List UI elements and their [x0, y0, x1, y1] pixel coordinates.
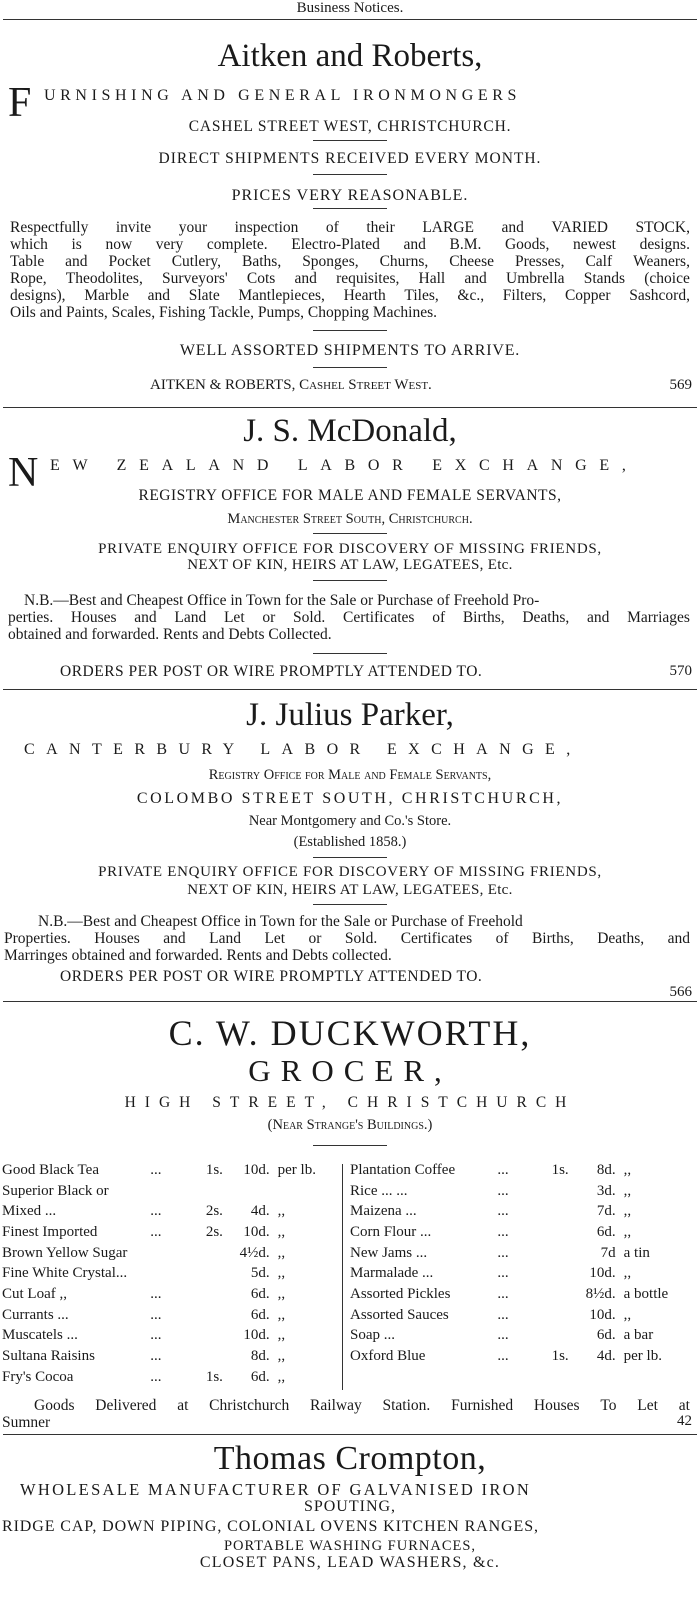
price-row: [2, 1367, 338, 1388]
price-item-unit: ,,: [623, 1161, 632, 1178]
ad2-number: 570: [669, 663, 692, 679]
price-item-pence: 6d.: [596, 1327, 616, 1344]
ad2-line2: Manchester Street South, Christchurch.: [227, 511, 473, 527]
ad2-dropcap: N: [8, 450, 39, 496]
price-item-shillings: 2s.: [205, 1203, 223, 1220]
ad5-line4: PORTABLE WASHING FURNACES,: [223, 1538, 477, 1554]
price-item-unit: ,,: [277, 1348, 286, 1365]
ad1-line1: DIRECT SHIPMENTS RECEIVED EVERY MONTH.: [158, 150, 542, 167]
ad3-subtitle: [24, 741, 696, 759]
price-item-unit: ,,: [277, 1223, 286, 1240]
ad2-body-line: obtained and forwarded. Rents and Debts Collected.: [8, 626, 332, 643]
ad3-body: [4, 913, 690, 964]
price-item-dots: ...: [497, 1244, 509, 1261]
price-table-right: [350, 1160, 695, 1388]
ad1-body-line: designs), Marble and Slate Mantlepieces, Hearth Tiles, &c., Filters, Copper Sashcord,: [10, 287, 690, 304]
price-row: [350, 1367, 695, 1388]
ad4-address: HIGH STREET, CHRISTCHURCH: [124, 1094, 576, 1111]
price-item-pence: 4½d.: [239, 1244, 270, 1261]
ad1-title: Aitken and Roberts,: [217, 38, 483, 74]
price-item-shillings: [188, 1263, 223, 1284]
column-divider: [342, 1164, 343, 1390]
price-item-name: Brown Yellow Sugar: [2, 1244, 128, 1261]
price-row: [2, 1160, 338, 1181]
ad5-line5: CLOSET PANS, LEAD WASHERS, &c.: [199, 1554, 501, 1571]
price-item-shillings: [536, 1367, 569, 1388]
ad3-short-rule-1: [313, 857, 387, 858]
price-item-pence: 6d.: [250, 1306, 270, 1323]
ad1-body: [10, 219, 690, 321]
ad3-line6: NEXT OF KIN, HEIRS AT LAW, LEGATEES, Etc.: [187, 882, 513, 898]
ad1-short-rule-1: [313, 140, 387, 141]
ad2-title: J. S. McDonald,: [243, 413, 457, 449]
price-item-dots: ...: [497, 1306, 509, 1323]
price-row: [350, 1305, 695, 1326]
price-item-unit: ,,: [277, 1203, 286, 1220]
price-item-pence: 6d.: [250, 1368, 270, 1385]
price-item-pence: 10d.: [243, 1161, 270, 1178]
price-item-dots: ...: [150, 1161, 162, 1178]
price-item-pence: [223, 1181, 270, 1202]
ad3-title: J. Julius Parker,: [246, 697, 454, 733]
price-item-unit: ,,: [277, 1327, 286, 1344]
ad2-subtitle-text: EW ZEALAND LABOR EXCHANGE,: [50, 457, 639, 474]
price-item-unit: a tin: [623, 1244, 650, 1261]
price-item-pence: 5d.: [250, 1265, 270, 1282]
price-item-name: Plantation Coffee: [350, 1161, 456, 1178]
ad-divider: [3, 689, 697, 690]
price-item-dots: [497, 1367, 535, 1388]
price-item-name: Currants ...: [2, 1306, 69, 1323]
price-row: [350, 1160, 695, 1181]
ad5-line1: WHOLESALE MANUFACTURER OF GALVANISED IRON: [20, 1480, 532, 1499]
price-item-pence: 10d.: [243, 1223, 270, 1240]
price-item-dots: ...: [150, 1348, 162, 1365]
price-item-unit: ,,: [277, 1306, 286, 1323]
ad4-title: C. W. DUCKWORTH,: [168, 1013, 532, 1053]
price-item-dots: ...: [497, 1348, 509, 1365]
ad3-number: 566: [669, 984, 692, 1000]
price-item-unit: ,,: [277, 1285, 286, 1302]
ad-divider: [3, 1001, 697, 1002]
ad-divider: [3, 407, 697, 408]
price-item-pence: 8d.: [596, 1161, 616, 1178]
ad4-footer: [2, 1397, 690, 1431]
ad2-body-line: N.B.—Best and Cheapest Office in Town for the Sale or Purchase of Freehold Pro-: [24, 592, 540, 609]
ad3-line1: Registry Office for Male and Female Servants,: [208, 767, 492, 783]
ad3-line4: (Established 1858.): [293, 834, 407, 850]
price-item-shillings: 1s.: [205, 1368, 223, 1385]
price-item-pence: 10d.: [243, 1327, 270, 1344]
price-item-dots: ...: [150, 1306, 162, 1323]
price-row: [2, 1243, 338, 1264]
price-item-shillings: [188, 1326, 223, 1347]
price-item-name: Finest Imported: [2, 1223, 98, 1240]
price-item-shillings: 1s.: [551, 1348, 569, 1365]
ad3-short-rule-2: [313, 904, 387, 905]
price-item-unit: ,,: [277, 1265, 286, 1282]
price-item-dots: [150, 1243, 188, 1264]
price-item-dots: ...: [150, 1368, 162, 1385]
price-item-name: Good Black Tea: [2, 1161, 99, 1178]
ad5-title: Thomas Crompton,: [213, 1440, 487, 1477]
price-item-unit: ,,: [623, 1306, 632, 1323]
header-rule: [3, 19, 697, 20]
price-row: [350, 1346, 695, 1367]
ad1-signoff-name: AITKEN & ROBERTS,: [150, 377, 296, 393]
ad1-body-line: Rope, Theodolites, Surveyors' Cots and requisites, Hall and Umbrella Stands (choice: [10, 270, 690, 287]
price-item-pence: 8½d.: [585, 1285, 616, 1302]
price-row: [350, 1284, 695, 1305]
price-item-name: Cut Loaf ,,: [2, 1285, 67, 1302]
price-item-unit: a bar: [623, 1327, 654, 1344]
price-row: [2, 1284, 338, 1305]
price-item-dots: ...: [497, 1265, 509, 1282]
price-table-left: [2, 1160, 338, 1388]
price-item-name: New Jams ...: [350, 1244, 428, 1261]
price-item-name: Mixed ...: [2, 1203, 57, 1220]
ad2-body-line: perties. Houses and Land Let or Sold. Certificates of Births, Deaths, and Marriages: [8, 609, 690, 626]
price-item-pence: 7d.: [596, 1203, 616, 1220]
price-item-dots: ...: [150, 1223, 162, 1240]
ad1-dropcap: F: [8, 80, 32, 126]
ad4-number: 42: [677, 1413, 692, 1429]
ad2-line4: NEXT OF KIN, HEIRS AT LAW, LEGATEES, Etc.: [187, 557, 513, 573]
price-item-dots: ...: [497, 1182, 509, 1199]
price-item-pence: 3d.: [596, 1182, 616, 1199]
price-row: [2, 1263, 338, 1284]
ad-divider: [3, 1434, 697, 1435]
price-item-dots: ...: [150, 1327, 162, 1344]
price-item-pence: 10d.: [589, 1265, 616, 1282]
price-item-shillings: [536, 1263, 569, 1284]
price-item-name: Muscatels ...: [2, 1327, 78, 1344]
ad1-line2: PRICES VERY REASONABLE.: [231, 187, 469, 204]
ad4-near: (Near Strange's Buildings.): [267, 1117, 433, 1133]
price-item-name: Assorted Pickles: [350, 1285, 451, 1302]
price-item-dots: ...: [497, 1327, 509, 1344]
ad1-body-line: Respectfully invite your inspection of their LARGE and VARIED STOCK,: [10, 219, 690, 236]
price-item-unit: [270, 1181, 338, 1202]
price-item-name: Fine White Crystal...: [2, 1265, 128, 1282]
price-item-shillings: [536, 1326, 569, 1347]
ad2-footer: ORDERS PER POST OR WIRE PROMPTLY ATTENDED TO.: [60, 663, 483, 680]
ad3-footer: ORDERS PER POST OR WIRE PROMPTLY ATTENDED TO.: [60, 968, 483, 985]
price-item-dots: [150, 1263, 188, 1284]
price-item-shillings: [188, 1346, 223, 1367]
ad1-body-line: Table and Pocket Cutlery, Baths, Sponges, Churns, Cheese Presses, Calf Weaners,: [10, 253, 690, 270]
price-item-pence: 6d.: [250, 1285, 270, 1302]
price-item-shillings: [536, 1201, 569, 1222]
price-row: [2, 1346, 338, 1367]
price-row: [350, 1263, 695, 1284]
price-item-name: Rice ... ...: [350, 1182, 408, 1199]
page-header: Business Notices.: [296, 0, 404, 16]
ad1-short-rule-2: [313, 174, 387, 175]
price-item-pence: [569, 1367, 616, 1388]
price-item-shillings: [188, 1305, 223, 1326]
price-item-name: Marmalade ...: [350, 1265, 434, 1282]
ad3-subtitle-text: CANTERBURY LABOR EXCHANGE,: [24, 741, 582, 758]
price-row: [350, 1326, 695, 1347]
price-item-unit: per lb.: [277, 1161, 316, 1178]
ad3-body-line: Marringes obtained and forwarded. Rents and Debts collected.: [4, 947, 392, 964]
price-item-shillings: [536, 1222, 569, 1243]
ad3-line2: COLOMBO STREET SOUTH, CHRISTCHURCH,: [136, 790, 564, 807]
ad1-body-line: which is now very complete. Electro-Plated and B.M. Goods, newest designs.: [10, 236, 690, 253]
price-item-name: Oxford Blue: [350, 1348, 426, 1365]
ad4-subtitle: GROCER,: [248, 1053, 452, 1088]
price-item-name: Corn Flour ...: [350, 1223, 432, 1240]
ad2-short-rule-1: [313, 533, 387, 534]
ad5-line3: RIDGE CAP, DOWN PIPING, COLONIAL OVENS KITCHEN RANGES,: [2, 1518, 539, 1535]
price-item-unit: ,,: [623, 1265, 632, 1282]
price-item-dots: ...: [497, 1223, 509, 1240]
price-item-unit: ,,: [277, 1368, 286, 1385]
ad3-body-line: Properties. Houses and Land Let or Sold. Certificates of Births, Deaths, and: [4, 930, 690, 947]
price-item-shillings: [188, 1181, 223, 1202]
ad3-line5: PRIVATE ENQUIRY OFFICE FOR DISCOVERY OF MISSING FRIENDS,: [98, 864, 602, 880]
price-list-right: [350, 1160, 695, 1388]
price-item-name: Maizena ...: [350, 1203, 417, 1220]
price-item-unit: per lb.: [623, 1348, 662, 1365]
ad2-body: [8, 592, 690, 643]
ad2-short-rule-3: [313, 653, 387, 654]
price-item-unit: ,,: [277, 1244, 286, 1261]
price-row: [2, 1181, 338, 1202]
ad1-number: 569: [669, 377, 692, 393]
price-item-name: [350, 1367, 497, 1388]
ad3-line3: Near Montgomery and Co.'s Store.: [248, 813, 452, 829]
price-item-shillings: [188, 1284, 223, 1305]
price-item-pence: 8d.: [250, 1348, 270, 1365]
price-item-shillings: [536, 1305, 569, 1326]
price-item-dots: ...: [497, 1285, 509, 1302]
price-row: [350, 1201, 695, 1222]
price-item-name: Assorted Sauces: [350, 1306, 449, 1323]
price-item-dots: [150, 1181, 188, 1202]
price-item-shillings: [536, 1181, 569, 1202]
price-row: [2, 1326, 338, 1347]
price-row: [2, 1201, 338, 1222]
price-item-shillings: [188, 1243, 223, 1264]
ad2-line1: REGISTRY OFFICE FOR MALE AND FEMALE SERVANTS,: [138, 487, 562, 504]
ad1-short-rule-5: [313, 367, 387, 368]
ad4-short-rule: [313, 1145, 387, 1146]
price-item-dots: ...: [150, 1203, 162, 1220]
ad1-address: CASHEL STREET WEST, CHRISTCHURCH.: [188, 118, 512, 135]
price-item-unit: a bottle: [623, 1285, 669, 1302]
price-row: [350, 1222, 695, 1243]
ad1-signoff-addr: Cashel Street West.: [299, 377, 432, 393]
ad3-body-line: N.B.—Best and Cheapest Office in Town for the Sale or Purchase of Freehold: [38, 913, 523, 930]
price-row: [350, 1181, 695, 1202]
price-item-name: Soap ...: [350, 1327, 395, 1344]
price-item-pence: 10d.: [589, 1306, 616, 1323]
ad1-signoff: [150, 377, 432, 394]
price-item-shillings: [536, 1284, 569, 1305]
price-item-unit: [616, 1367, 695, 1388]
ad1-subtitle: URNISHING AND GENERAL IRONMONGERS: [44, 87, 521, 104]
price-item-unit: ,,: [623, 1182, 632, 1199]
ad1-short-rule-4: [313, 330, 387, 331]
ad1-line3: WELL ASSORTED SHIPMENTS TO ARRIVE.: [179, 342, 521, 359]
price-item-dots: ...: [150, 1285, 162, 1302]
price-item-shillings: 1s.: [551, 1161, 569, 1178]
price-item-dots: ...: [497, 1161, 509, 1178]
ad4-footer-line1: Goods Delivered at Christchurch Railway Station. Furnished Houses To Let at: [34, 1397, 690, 1414]
price-item-name: Fry's Cocoa: [2, 1368, 74, 1385]
price-item-name: Superior Black or: [2, 1182, 109, 1199]
price-item-pence: 4d.: [250, 1203, 270, 1220]
price-item-shillings: 2s.: [205, 1223, 223, 1240]
price-row: [2, 1222, 338, 1243]
ad1-short-rule-3: [313, 208, 387, 209]
price-item-unit: ,,: [623, 1223, 632, 1240]
price-item-shillings: [536, 1243, 569, 1264]
ad5-line2: SPOUTING,: [303, 1498, 397, 1515]
price-row: [350, 1243, 695, 1264]
price-list-left: [2, 1160, 338, 1388]
ad2-line3: PRIVATE ENQUIRY OFFICE FOR DISCOVERY OF MISSING FRIENDS,: [98, 541, 602, 557]
price-item-pence: 6d.: [596, 1223, 616, 1240]
price-item-shillings: 1s.: [205, 1161, 223, 1178]
ad2-subtitle: [50, 457, 690, 475]
ad1-body-line: Oils and Paints, Scales, Fishing Tackle, Pumps, Chopping Machines.: [10, 304, 438, 321]
price-item-pence: 7d: [600, 1244, 616, 1261]
price-item-pence: 4d.: [596, 1348, 616, 1365]
ad4-footer-line2: Sumner: [2, 1414, 51, 1431]
price-item-unit: ,,: [623, 1203, 632, 1220]
ad2-short-rule-2: [313, 580, 387, 581]
price-row: [2, 1305, 338, 1326]
price-item-name: Sultana Raisins: [2, 1348, 95, 1365]
price-item-dots: ...: [497, 1203, 509, 1220]
